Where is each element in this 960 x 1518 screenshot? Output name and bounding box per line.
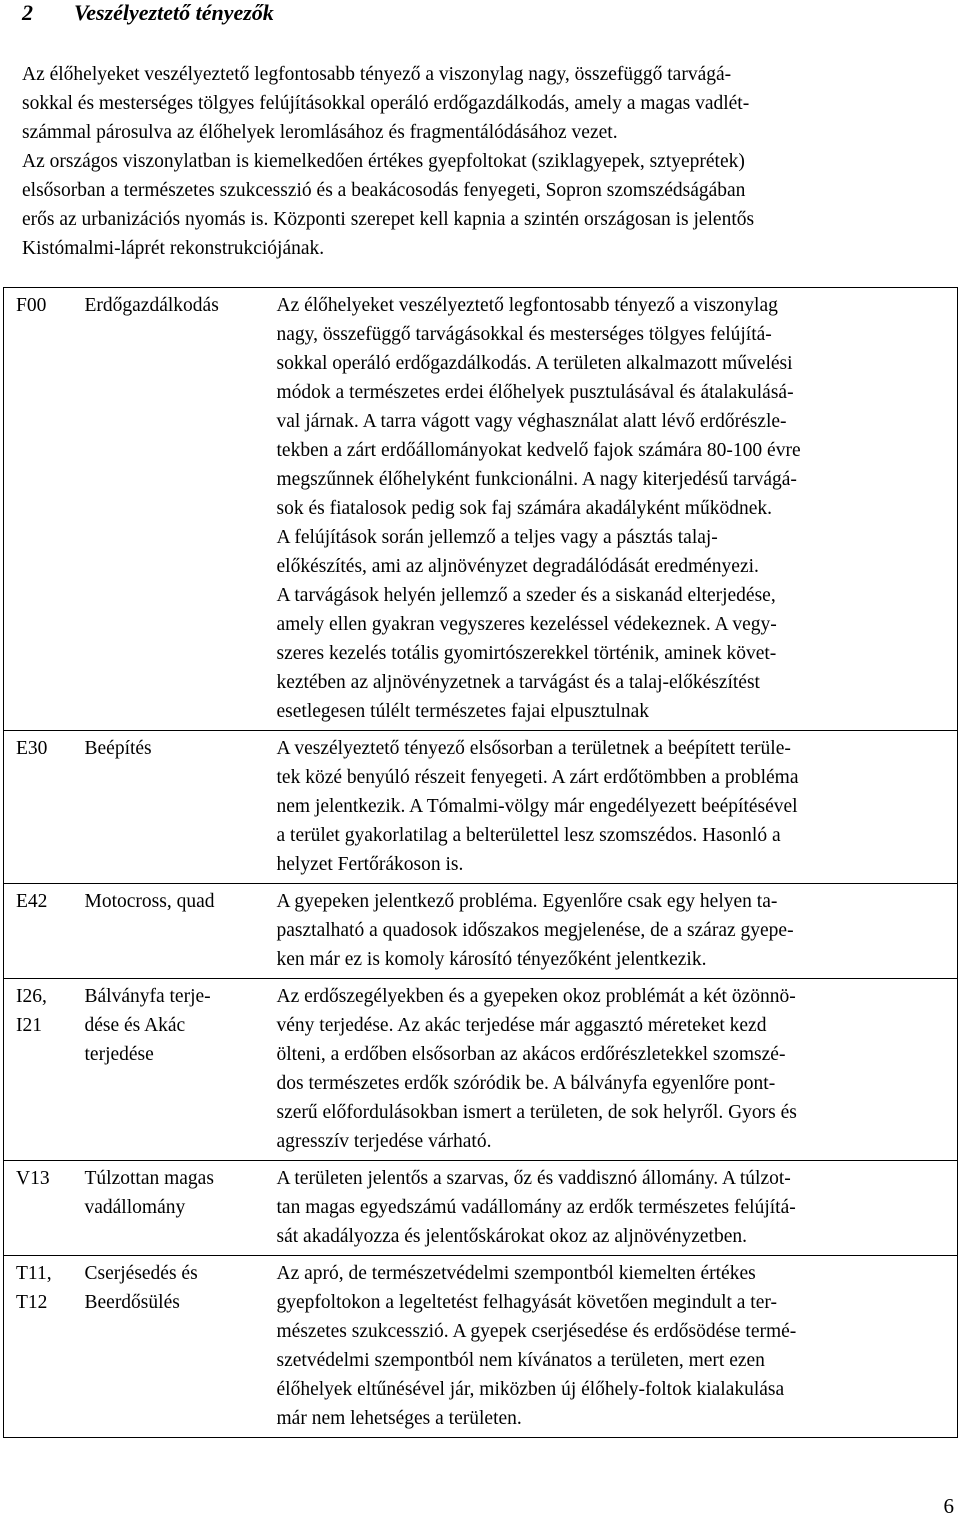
- threat-code-line: I21: [16, 1015, 42, 1036]
- threat-description-line: sát akadályozza és jelentőskárokat okoz az aljnövényzetben.: [276, 1226, 747, 1247]
- threat-description-line: szerű előfordulásokban ismert a területen, de sok helyről. Gyors és: [276, 1102, 797, 1123]
- threat-name-line: Erdőgazdálkodás: [84, 295, 219, 316]
- threat-code-line: E42: [16, 891, 48, 912]
- threat-description-line: mészetes szukcesszió. A gyepek cserjésedése és erdősödése termé-: [276, 1321, 797, 1342]
- page-number: 6: [943, 1494, 954, 1518]
- threat-name: [73, 1256, 268, 1438]
- threat-name: [73, 288, 268, 731]
- intro-line: Kistómalmi-láprét rekonstrukciójának.: [22, 238, 325, 259]
- intro-line: számmal párosulva az élőhelyek leromlásához és fragmentálódásához vezet.: [22, 122, 618, 143]
- threat-description: [268, 884, 958, 979]
- threat-code-line: T11,: [16, 1263, 52, 1284]
- threat-description: [268, 979, 958, 1161]
- threat-code-line: V13: [16, 1168, 50, 1189]
- threat-name-line: Túlzottan magas: [84, 1168, 214, 1189]
- threat-description-line: Az élőhelyeket veszélyeztető legfontosabb tényező a viszonylag: [276, 295, 778, 316]
- threat-name-line: Cserjésedés és: [84, 1263, 198, 1284]
- threat-description-line: keztében az aljnövényzetnek a tarvágást és a talaj-előkészítést: [276, 672, 760, 693]
- threat-description-line: ölteni, a erdőben elsősorban az akácos erdőrészletekkel szomszé-: [276, 1044, 786, 1065]
- threat-description-line: A gyepeken jelentkező probléma. Egyenlőre csak egy helyen ta-: [276, 891, 778, 912]
- threat-description-line: sokkal operáló erdőgazdálkodás. A területen alkalmazott művelési: [276, 353, 793, 374]
- threat-code: [4, 731, 73, 884]
- threat-description-line: vény terjedése. Az akác terjedése már aggasztó méreteket kezd: [276, 1015, 767, 1036]
- table-row: [4, 979, 958, 1161]
- threat-description-line: nagy, összefüggő tarvágásokkal és mesterséges tölgyes felújítá-: [276, 324, 772, 345]
- threat-description-line: A területen jelentős a szarvas, őz és vaddisznó állomány. A túlzot-: [276, 1168, 791, 1189]
- threat-description-line: ken már ez is komoly károsító tényezőként jelentkezik.: [276, 949, 707, 970]
- threat-description: [268, 288, 958, 731]
- threats-table: [3, 287, 958, 1438]
- threat-code-line: I26,: [16, 986, 47, 1007]
- threat-description-line: Az apró, de természetvédelmi szempontból kiemelten értékes: [276, 1263, 756, 1284]
- threat-code-line: E30: [16, 738, 48, 759]
- threat-description-line: agresszív terjedése várható.: [276, 1131, 492, 1152]
- threat-description-line: helyzet Fertőrákoson is.: [276, 854, 464, 875]
- threat-name-line: terjedése: [84, 1044, 154, 1065]
- intro-line: elsősorban a természetes szukcesszió és a beakácosodás fenyegeti, Sopron szomszédságában: [22, 180, 746, 201]
- intro-paragraph: [22, 60, 957, 263]
- threat-description-line: A tarvágások helyén jellemző a szeder és a siskanád elterjedése,: [276, 585, 776, 606]
- section-number: 2: [22, 0, 33, 25]
- threat-code: [4, 979, 73, 1161]
- intro-line: erős az urbanizációs nyomás is. Központi szerepet kell kapnia a szintén országosan is jelentős: [22, 209, 755, 230]
- threat-description-line: A felújítások során jellemző a teljes vagy a pásztás talaj-: [276, 527, 718, 548]
- table-row: [4, 884, 958, 979]
- threat-description-line: előkészítés, ami az aljnövényzet degradálódását eredményezi.: [276, 556, 759, 577]
- threat-code: [4, 884, 73, 979]
- intro-line: Az országos viszonylatban is kiemelkedően értékes gyepfoltokat (sziklagyepek, sztyeprétek): [22, 151, 745, 172]
- threat-name: [73, 884, 268, 979]
- threat-name-line: dése és Akác: [84, 1015, 186, 1036]
- threat-name-line: vadállomány: [84, 1197, 186, 1218]
- threat-description-line: val járnak. A tarra vágott vagy véghasználat alatt lévő erdőrészle-: [276, 411, 787, 432]
- threat-description: [268, 1256, 958, 1438]
- table-row: [4, 288, 958, 731]
- threat-description-line: tan magas egyedszámú vadállomány az erdők természetes felújítá-: [276, 1197, 796, 1218]
- threat-code-line: T12: [16, 1292, 48, 1313]
- threat-name-line: Bálványfa terje-: [84, 986, 211, 1007]
- threat-description-line: gyepfoltokon a legeltetést felhagyását követően megindult a ter-: [276, 1292, 777, 1313]
- threat-description: [268, 1161, 958, 1256]
- threat-name-line: Motocross, quad: [84, 891, 215, 912]
- section-title: Veszélyeztető tényezők: [74, 0, 274, 25]
- threat-description-line: módok a természetes erdei élőhelyek pusztulásával és átalakulásá-: [276, 382, 794, 403]
- threat-description-line: élőhelyek eltűnésével jár, miközben új élőhely-foltok kialakulása: [276, 1379, 785, 1400]
- threat-description-line: esetlegesen túlélt természetes fajai elpusztulnak: [276, 701, 650, 722]
- threat-description-line: tekben a zárt erdőállományokat kedvelő fajok számára 80-100 évre: [276, 440, 801, 461]
- threat-description-line: nem jelentkezik. A Tómalmi-völgy már engedélyezett beépítésével: [276, 796, 798, 817]
- threat-description-line: pasztalható a quadosok időszakos megjelenése, de a száraz gyepe-: [276, 920, 794, 941]
- threat-description-line: már nem lehetséges a területen.: [276, 1408, 522, 1429]
- threat-name-line: Beépítés: [84, 738, 152, 759]
- threat-description-line: a terület gyakorlatilag a belterülettel lesz szomszédos. Hasonló a: [276, 825, 781, 846]
- threat-description-line: dos természetes erdők szóródik be. A bálványfa egyenlőre pont-: [276, 1073, 776, 1094]
- threat-name: [73, 1161, 268, 1256]
- table-row: [4, 1256, 958, 1438]
- threat-name: [73, 731, 268, 884]
- intro-line: sokkal és mesterséges tölgyes felújításokkal operáló erdőgazdálkodás, amely a magas vadlét-: [22, 93, 750, 114]
- threat-code-line: F00: [16, 295, 47, 316]
- threat-name-line: Beerdősülés: [84, 1292, 180, 1313]
- threat-code: [4, 288, 73, 731]
- threat-description-line: tek közé benyúló részeit fenyegeti. A zárt erdőtömbben a probléma: [276, 767, 799, 788]
- threat-description-line: Az erdőszegélyekben és a gyepeken okoz problémát a két özönnö-: [276, 986, 796, 1007]
- threat-description-line: sok és fiatalosok pedig sok faj számára akadályként működnek.: [276, 498, 772, 519]
- threat-name: [73, 979, 268, 1161]
- threat-description: [268, 731, 958, 884]
- threat-description-line: szetvédelmi szempontból nem kívánatos a területen, mert ezen: [276, 1350, 765, 1371]
- intro-line: Az élőhelyeket veszélyeztető legfontosabb tényező a viszonylag nagy, összefüggő tarvágá-: [22, 64, 732, 85]
- section-heading: [22, 0, 274, 26]
- threat-description-line: megszűnnek élőhelyként funkcionálni. A nagy kiterjedésű tarvágá-: [276, 469, 797, 490]
- threat-description-line: szeres kezelés totális gyomirtószerekkel történik, aminek követ-: [276, 643, 777, 664]
- table-row: [4, 1161, 958, 1256]
- threat-description-line: amely ellen gyakran vegyszeres kezeléssel védekeznek. A vegy-: [276, 614, 777, 635]
- table-row: [4, 731, 958, 884]
- threat-code: [4, 1256, 73, 1438]
- threat-code: [4, 1161, 73, 1256]
- threat-description-line: A veszélyeztető tényező elsősorban a területnek a beépített terüle-: [276, 738, 791, 759]
